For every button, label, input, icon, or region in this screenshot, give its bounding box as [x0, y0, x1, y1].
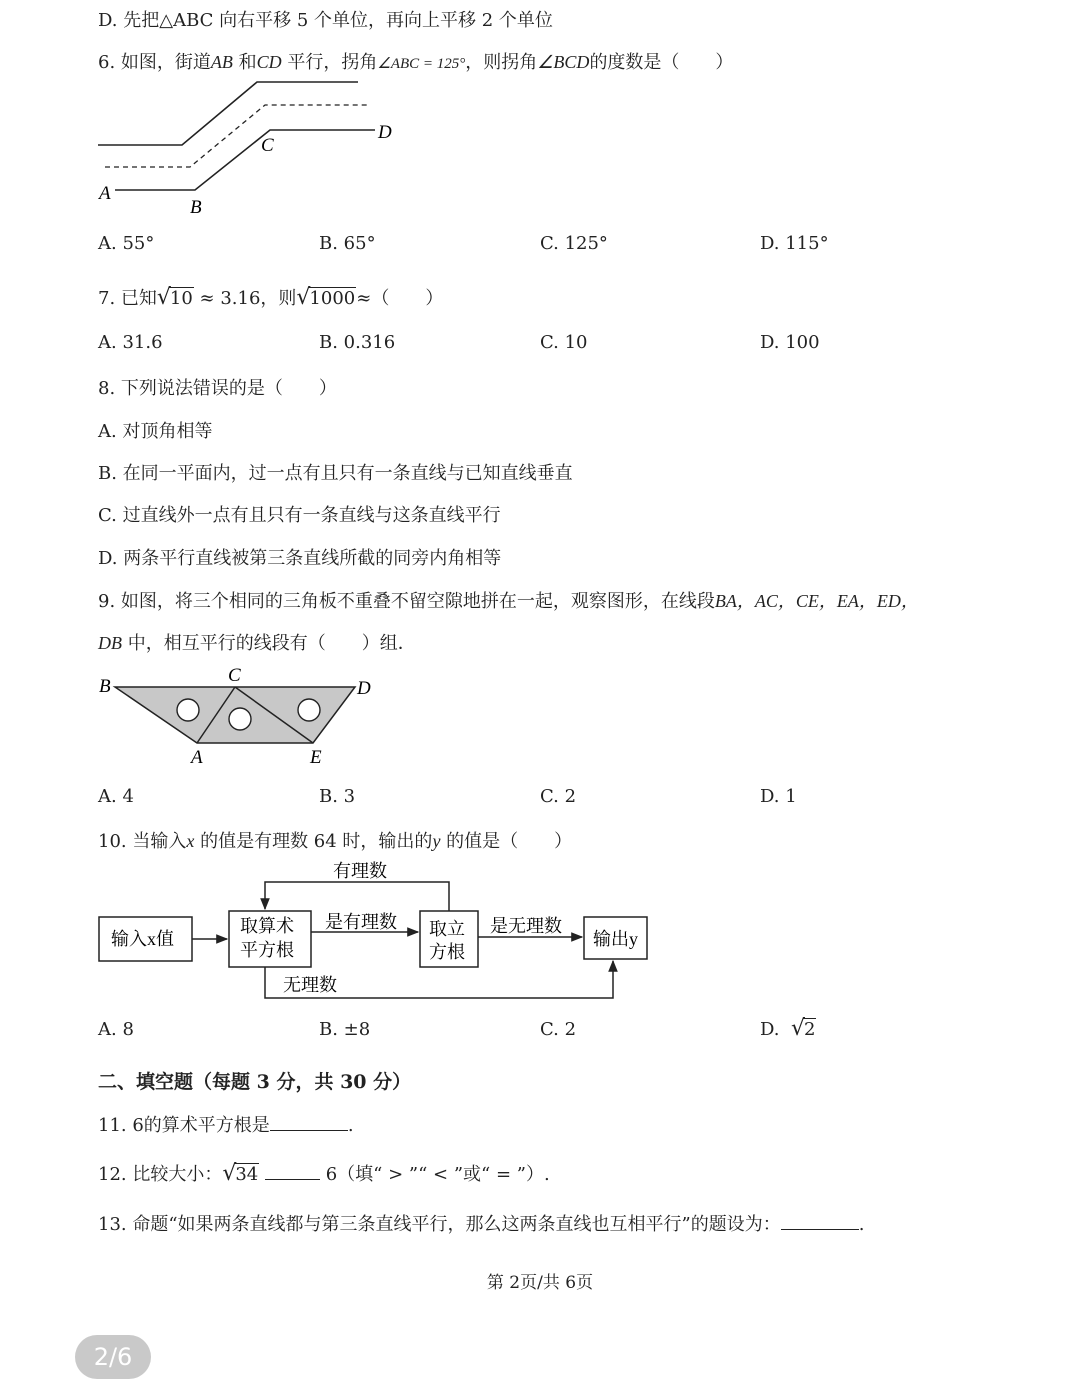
triangle-hole-2: [229, 708, 251, 730]
q6-option-b: B. 65°: [319, 233, 376, 254]
q7-option-a: A. 31.6: [98, 332, 163, 353]
q6-label-c: C: [261, 135, 274, 156]
q9-label-c: C: [228, 665, 241, 686]
q6-street-figure: [95, 75, 415, 220]
flow-sqrt-label-1: 取算术: [240, 916, 294, 936]
q8-option-d: D. 两条平行直线被第三条直线所截的同旁内角相等: [98, 548, 502, 569]
q9-label-a: A: [191, 747, 203, 768]
q11-answer-blank: [270, 1130, 348, 1131]
q10-stem: 10. 当输入x 的值是有理数 64 时，输出的y 的值是（ ）: [98, 831, 573, 852]
q6-stem: 6. 如图，街道AB 和CD 平行，拐角∠ABC = 125°，则拐角∠BCD的度数是（ ）: [98, 52, 734, 73]
q10-option-b: B. ±8: [319, 1019, 371, 1040]
q7-option-c: C. 10: [540, 332, 588, 353]
q9-label-d: D: [357, 678, 371, 699]
sqrt-1000: √ 1000: [296, 288, 356, 309]
q6-label-b: B: [190, 197, 202, 218]
q5-option-d: D. 先把△ABC 向右平移 5 个单位，再向上平移 2 个单位: [98, 10, 553, 31]
q6-label-a: A: [99, 183, 111, 204]
q7-option-b: B. 0.316: [319, 332, 396, 353]
flow-cbrt-label-1: 取立: [429, 919, 465, 939]
street-center-dashed: [105, 105, 370, 167]
q8-option-c: C. 过直线外一点有且只有一条直线与这条直线平行: [98, 505, 501, 526]
flow-cbrt-label-2: 方根: [429, 942, 465, 962]
q10-option-a: A. 8: [98, 1019, 134, 1040]
sqrt-34: √ 34: [222, 1164, 259, 1185]
section-fill-in-title: 二、填空题（每题 3 分，共 30 分）: [98, 1071, 412, 1093]
q10-option-d: D. √ 2: [760, 1019, 816, 1040]
q12-answer-blank: [265, 1179, 320, 1180]
q6-option-a: A. 55°: [98, 233, 155, 254]
street-upper-edge: [98, 82, 358, 145]
q9-label-b: B: [99, 676, 111, 697]
q8-option-b: B. 在同一平面内，过一点有且只有一条直线与已知直线垂直: [98, 463, 573, 484]
page-footer: 第 2页/共 6页: [486, 1273, 594, 1293]
sqrt-10: √ 10: [157, 288, 194, 309]
flow-output-label: 输出y: [593, 929, 638, 949]
flow-input-label: 输入x值: [111, 929, 174, 949]
q9-option-c: C. 2: [540, 786, 577, 807]
q7-option-d: D. 100: [760, 332, 820, 353]
q9-option-d: D. 1: [760, 786, 797, 807]
q6-option-c: C. 125°: [540, 233, 608, 254]
triangle-hole-1: [177, 699, 199, 721]
q13-stem: 13. 命题“如果两条直线都与第三条直线平行，那么这两条直线也互相平行”的题设为： .: [98, 1214, 865, 1235]
flow-sqrt-label-2: 平方根: [240, 940, 294, 960]
q9-stem-line2: DB 中，相互平行的线段有（ ）组．: [98, 633, 416, 654]
q10-flowchart: [95, 855, 655, 1005]
q6-label-d: D: [378, 122, 392, 143]
q11-stem: 11. 6的算术平方根是 .: [98, 1115, 354, 1136]
q13-answer-blank: [781, 1229, 859, 1230]
flow-is-rational: 是有理数: [325, 912, 397, 932]
q9-option-a: A. 4: [98, 786, 134, 807]
q9-option-b: B. 3: [319, 786, 356, 807]
sqrt-2: √ 2: [791, 1019, 816, 1040]
q9-stem-line1: 9. 如图，将三个相同的三角板不重叠不留空隙地拼在一起，观察图形，在线段BA，AC，CE，EA，ED，: [98, 591, 919, 612]
q7-stem: 7. 已知√ 10 ≈ 3.16，则√ 1000≈（ ）: [98, 284, 443, 310]
q6-option-d: D. 115°: [760, 233, 829, 254]
q12-stem: 12. 比较大小：√ 34 6（填“ > ”“ < ”或“ = ”）.: [98, 1160, 550, 1186]
flow-rational-top: 有理数: [333, 861, 387, 881]
page-indicator: 2/6: [75, 1335, 151, 1379]
q9-label-e: E: [310, 747, 322, 768]
q10-option-c: C. 2: [540, 1019, 577, 1040]
q8-stem: 8. 下列说法错误的是（ ）: [98, 378, 337, 399]
street-lower-edge: [115, 130, 375, 190]
q9-triangles-figure: [95, 665, 385, 770]
flow-irrational: 无理数: [283, 975, 337, 995]
q8-option-a: A. 对顶角相等: [98, 421, 213, 442]
triangle-hole-3: [298, 699, 320, 721]
flow-is-irrational: 是无理数: [490, 916, 562, 936]
